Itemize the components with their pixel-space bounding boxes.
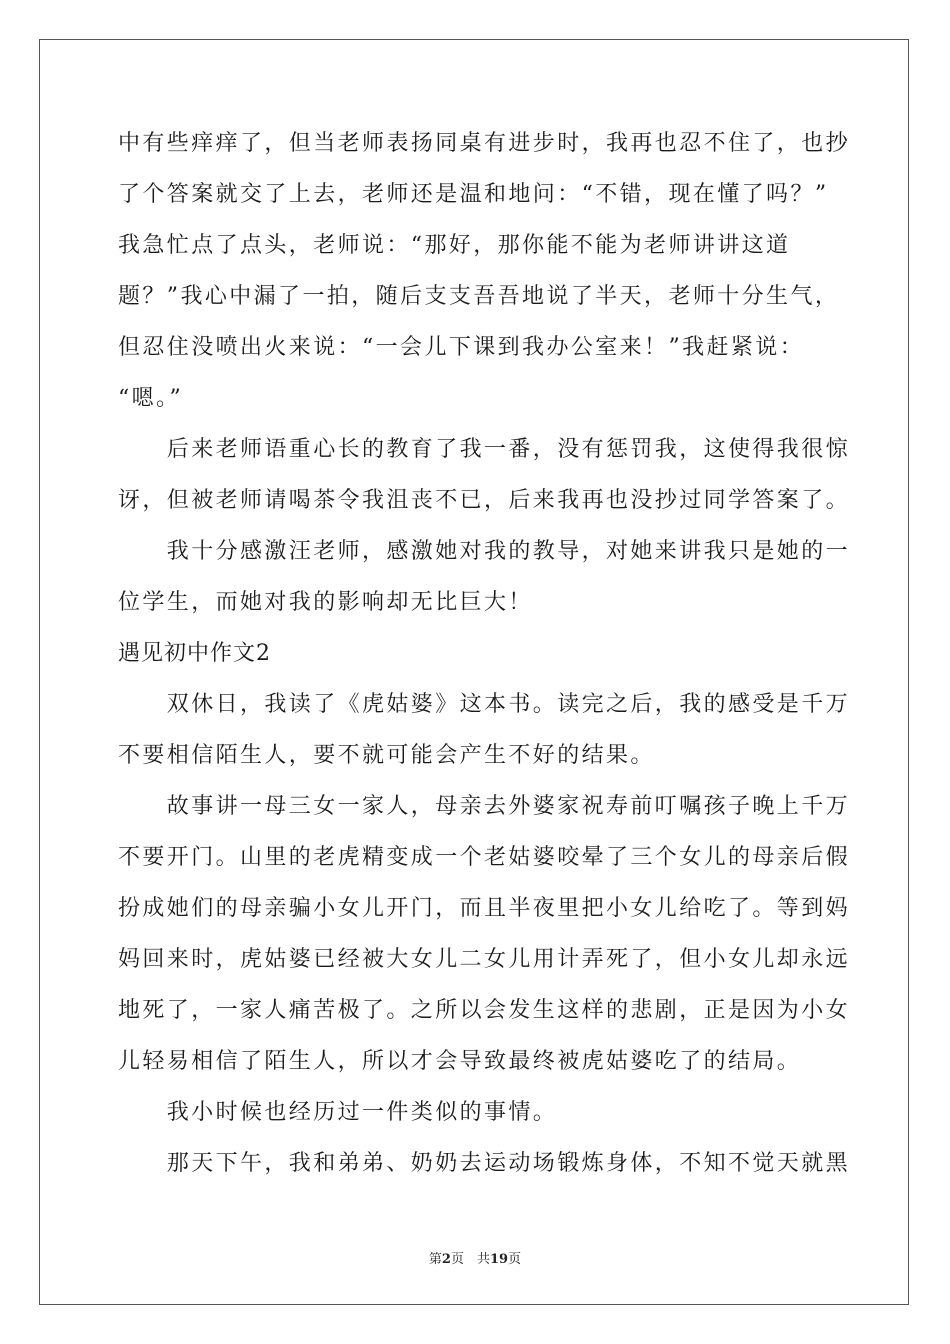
page-footer [0,1248,950,1267]
text-line: 讶，但被老师请喝茶令我沮丧不已，后来我再也没抄过同学答案了。 [118,488,851,513]
text-line: 儿轻易相信了陌生人，所以才会导致最终被虎姑婆吃了的结局。 [118,1049,802,1074]
text-line: 了个答案就交了上去，老师还是温和地问：“不错，现在懂了吗？” [118,182,829,207]
text-line: 妈回来时，虎姑婆已经被大女儿二女儿用计弄死了，但小女儿却永远 [118,947,851,972]
current-page-number: 2 [441,1252,451,1267]
text-line: 我急忙点了点头，老师说：“那好，那你能不能为老师讲讲这道 [118,233,791,258]
text-line: 中有些痒痒了，但当老师表扬同桌有进步时，我再也忍不住了，也抄 [118,131,851,156]
text-line: 但忍住没喷出火来说：“一会儿下课到我办公室来！”我赶紧说： [118,335,805,360]
text-line: 不要开门。山里的老虎精变成一个老姑婆咬晕了三个女儿的母亲后假 [118,845,851,870]
footer-prefix: 第 [428,1252,442,1267]
footer-suffix: 页 [508,1252,522,1267]
text-line: 我十分感激汪老师，感激她对我的教导，对她来讲我只是她的一 [118,539,851,564]
text-line: 我小时候也经历过一件类似的事情。 [118,1100,558,1125]
section-heading: 遇见初中作文2 [118,641,271,666]
text-line: 双休日，我读了《虎姑婆》这本书。读完之后，我的感受是千万 [118,692,851,717]
total-page-count: 19 [489,1252,509,1267]
text-line: “嗯。” [118,386,184,411]
document-body [118,118,851,1189]
text-line: 地死了，一家人痛苦极了。之所以会发生这样的悲剧，正是因为小女 [118,998,851,1023]
text-line: 那天下午，我和弟弟、奶奶去运动场锻炼身体，不知不觉天就黑 [118,1151,851,1176]
text-line: 题？”我心中漏了一拍，随后支支吾吾地说了半天，老师十分生气， [118,284,840,309]
text-line: 后来老师语重心长的教育了我一番，没有惩罚我，这使得我很惊 [118,437,851,462]
footer-mid: 页 共 [450,1252,490,1267]
text-line: 不要相信陌生人，要不就可能会产生不好的结果。 [118,743,655,768]
text-line: 扮成她们的母亲骗小女儿开门，而且半夜里把小女儿给吃了。等到妈 [118,896,851,921]
text-line: 故事讲一母三女一家人，母亲去外婆家祝寿前叮嘱孩子晚上千万 [118,794,851,819]
text-line: 位学生，而她对我的影响却无比巨大！ [118,590,533,615]
